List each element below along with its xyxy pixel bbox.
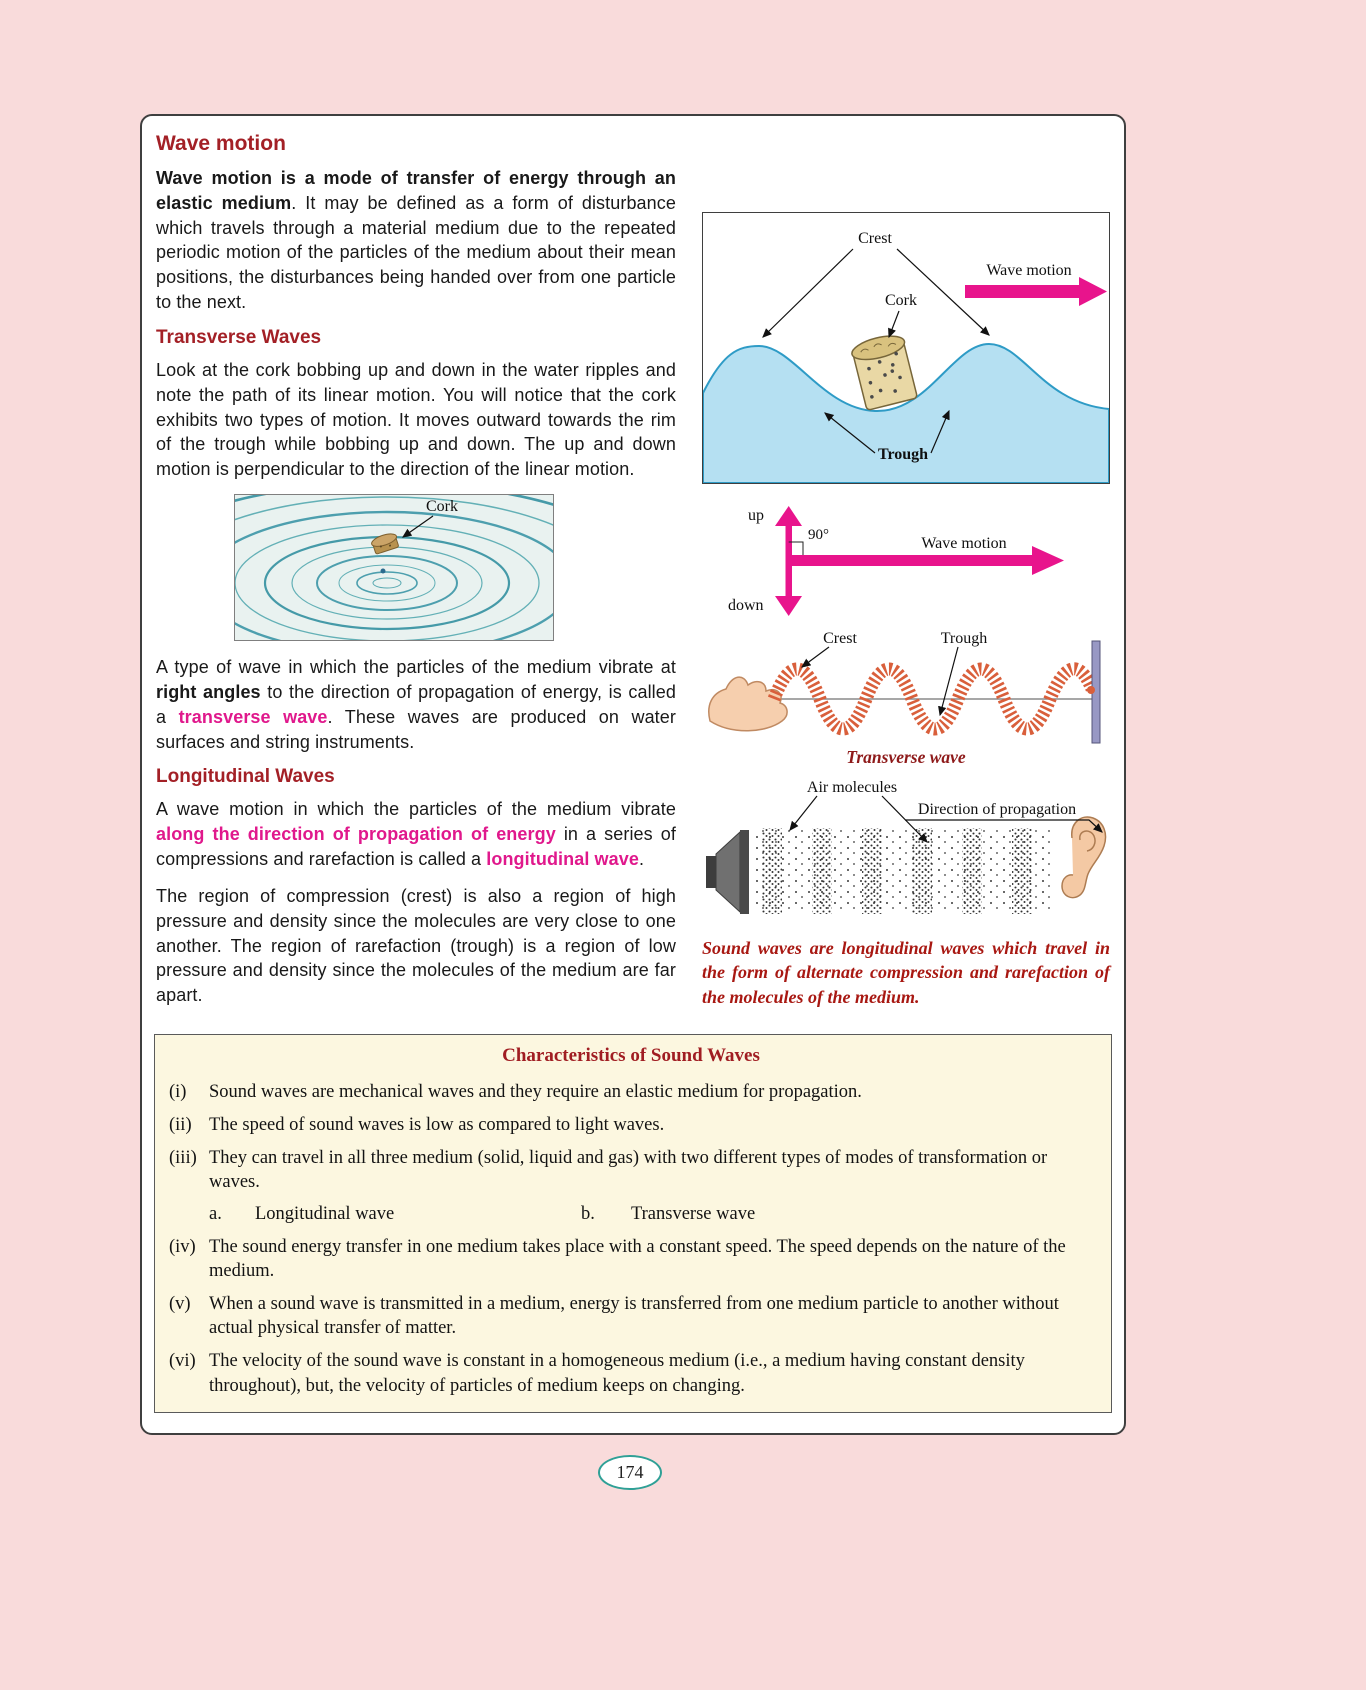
page-number-badge [598, 1455, 662, 1490]
direction-of-propagation-label: Direction of propagation [917, 801, 1077, 818]
cork-label: Cork [885, 292, 917, 309]
item-number: (vi) [169, 1351, 196, 1372]
tdef-5: . These waves are produced on water surfaces and string instruments. [156, 706, 676, 752]
vertical-arrow-shaft [786, 522, 793, 600]
item-text: They can travel in all three medium (solid, liquid and gas) with two different types of modes of transformation or waves. [209, 1148, 1048, 1193]
up-label: up [748, 507, 764, 524]
ldef-1: A wave motion in which the particles of the medium vibrate [156, 799, 676, 820]
intro-bold-lead: Wave motion is a mode of transfer of energy through an elastic medium [156, 168, 676, 213]
list-item [169, 1292, 1093, 1340]
list-item [169, 1080, 1093, 1104]
list-item [169, 1349, 1093, 1397]
subitem-a-number: a. [209, 1204, 222, 1225]
two-column-layout [154, 132, 1112, 1020]
wave-motion-label-2: Wave motion [921, 535, 1007, 552]
wave-motion-label: Wave motion [986, 262, 1072, 279]
list-item [169, 1235, 1093, 1283]
ripple-cork-label: Cork [426, 498, 458, 516]
characteristics-box [154, 1034, 1112, 1413]
sparse-molecules [752, 830, 1055, 912]
tdef-1: A type of wave in which the particles of the medium vibrate at [156, 657, 676, 678]
transverse-definition-paragraph [156, 655, 676, 754]
ripple-bg [235, 495, 553, 640]
item-text: The velocity of the sound wave is constant in a homogeneous medium (i.e., a medium having constant density throughout), but, the velocity of particles of medium keeps on changing. [209, 1351, 1025, 1396]
subitem-a-text: Longitudinal wave [255, 1204, 395, 1225]
item-number: (i) [169, 1082, 187, 1103]
speaker-icon [706, 830, 749, 914]
air-molecules-label: Air molecules [806, 779, 898, 796]
crest-pointer-2 [802, 647, 829, 667]
air-molecules-pointer-left [790, 796, 817, 830]
item-text: Sound waves are mechanical waves and they require an elastic medium for propagation. [209, 1082, 862, 1103]
wave-motion-arrow [965, 277, 1107, 306]
down-label: down [728, 597, 764, 614]
page-number: 174 [616, 1461, 644, 1482]
longitudinal-wave-diagram [702, 778, 1110, 928]
item-number: (ii) [169, 1115, 192, 1136]
item-number: (iv) [169, 1237, 196, 1258]
transverse-wave-diagram [702, 629, 1110, 747]
ripple-photo [235, 495, 553, 640]
crest-label-2: Crest [823, 630, 857, 647]
updown-diagram [702, 500, 1110, 625]
trough-label-2: Trough [940, 630, 988, 647]
subitem-b-number: b. [581, 1204, 595, 1225]
cork-pointer [889, 311, 899, 337]
ldef-direction: along the direction of propagation of energy [156, 824, 556, 845]
trough-label: Trough [877, 446, 929, 463]
crest-label: Crest [858, 230, 892, 247]
transverse-wave-caption: Transverse wave [846, 747, 966, 767]
ldef-5: . [638, 849, 645, 870]
tdef-transverse-wave: transverse wave [178, 706, 328, 727]
item-number: (iii) [169, 1148, 197, 1169]
coil-end-knot [1087, 686, 1095, 694]
water-wave-diagram [702, 212, 1110, 484]
up-arrowhead [775, 506, 802, 526]
ldef-3: in a series of compressions and rarefaction is called a [156, 824, 676, 870]
down-arrowhead [775, 596, 802, 616]
diagram-column [702, 132, 1110, 1020]
item-text: When a sound wave is transmitted in a medium, energy is transferred from one medium particle to another without actual physical transfer of matter. [209, 1294, 1059, 1339]
item-text: The sound energy transfer in one medium takes place with a constant speed. The speed depends on the nature of the medium. [209, 1237, 1066, 1282]
tdef-3: to the direction of propagation of energy, is called a [156, 681, 676, 727]
intro-rest: . It may be defined as a form of disturbance which travels through a material medium due to the repeated periodic motion of the particles of the medium about their mean positions, the disturbances being handed over from one particle to the next. [156, 192, 676, 313]
compression-paragraph: The region of compression (crest) is also a region of high pressure and density since the molecules are very close to one another. The region of rarefaction (trough) is a region of low pressure and density since the molecules of the medium are far apart. [156, 885, 676, 1006]
water-drop [381, 569, 386, 574]
tdef-right-angles: right angles [156, 681, 261, 702]
cork-in-trough [850, 332, 919, 411]
list-subitems [209, 1202, 1093, 1226]
sound-waves-caption: Sound waves are longitudinal waves which travel in the form of alternate compression and rarefaction of the molecules of the medium. [702, 938, 1110, 1007]
item-number: (v) [169, 1294, 191, 1315]
content-frame [140, 114, 1126, 1435]
transverse-intro-paragraph: Look at the cork bobbing up and down in the water ripples and note the path of its linear motion. You will notice that the cork exhibits two types of motion. It moves outward towards the rim of the trough while bobbing up and down. The up and down motion is perpendicular to the direction of the linear motion. [156, 359, 676, 480]
intro-paragraph [156, 166, 676, 315]
subitem-b-text: Transverse wave [631, 1204, 756, 1225]
list-item [169, 1146, 1093, 1194]
heading-longitudinal-waves: Longitudinal Waves [156, 766, 335, 788]
crest-pointer-left [763, 249, 853, 337]
heading-wave-motion: Wave motion [156, 132, 286, 155]
ldef-longitudinal-wave: longitudinal wave [486, 849, 639, 870]
list-item [169, 1113, 1093, 1137]
heading-transverse-waves: Transverse Waves [156, 326, 322, 348]
angle-90-label: 90° [808, 527, 829, 543]
text-column [154, 132, 676, 1020]
item-text: The speed of sound waves is low as compared to light waves. [209, 1115, 665, 1136]
characteristics-title: Characteristics of Sound Waves [502, 1045, 760, 1067]
longitudinal-definition-paragraph [156, 797, 676, 871]
ripple-photo-figure [234, 494, 554, 641]
